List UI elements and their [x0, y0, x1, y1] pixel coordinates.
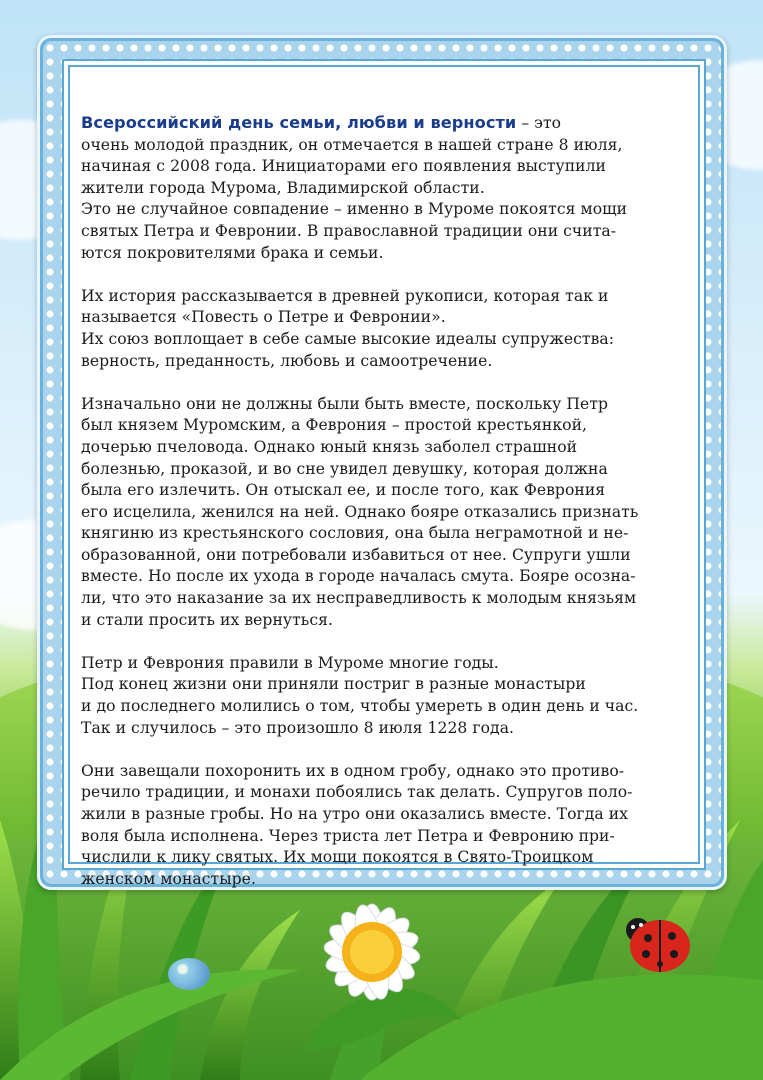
ladybug-icon: [618, 910, 694, 974]
decorative-frame: [37, 35, 727, 890]
paragraph-2: Их история рассказывается в древней рукописи, которая так и называется «Повесть о Петре и Февронии». Их союз воплощает в себе самые высокие идеалы супружества: верность, преданность, любовь и самоотречение.: [81, 286, 615, 370]
paragraph-5: Они завещали похоронить их в одном гробу, однако это противо- речило традиции, и монахи побоялись так делать. Супругов поло- жили в разные гробы. Но на утро они оказались вместе. Тогда их воля была исполнена. Через триста лет Петра и Февронию при- числили к лику святых. Их мощи покоятся в Свято-Троицком женском монастыре.: [81, 761, 633, 888]
water-drop-icon: [168, 958, 210, 990]
page-title: Всероссийский день семьи, любви и верности: [81, 113, 517, 132]
paragraph-1: [81, 112, 691, 264]
article-text: [81, 112, 691, 912]
text-panel: [68, 65, 700, 888]
paragraph-4: Петр и Феврония правили в Муроме многие годы. Под конец жизни они приняли постриг в разные монастыри и до последнего молились о том, чтобы умереть в один день и час. Так и случилось – это произошло 8 июля 1228 года.: [81, 653, 639, 737]
daisy-icon: [262, 880, 482, 1060]
paragraph-1-text: – это очень молодой праздник, он отмечается в нашей стране 8 июля, начиная с 2008 года. Инициаторами его появления выступили жители города Мурома, Владимирской области. Это не случайное совпадение – именно в Муроме покоятся мощи святых Петра и Февронии. В православной традиции они счита- ются покровителями брака и семьи.: [81, 114, 628, 262]
paragraph-3: Изначально они не должны были быть вместе, поскольку Петр был князем Муромским, а Феврония – простой крестьянкой, дочерью пчеловода. Однако юный князь заболел страшной болезнью, проказой, и во сне увидел девушку, которая должна была его излечить. Он отыскал ее, и после того, как Феврония его исцелила, женился на ней. Однако бояре отказались признать княгиню из крестьянского сословия, она была неграмотной и не- образованной, они потребовали избавиться от нее. Супруги ушли вместе. Но после их ухода в городе началась смута. Бояре осозна- ли, что это наказание за их несправедливость к молодым князьям и стали просить их вернуться.: [81, 394, 639, 629]
